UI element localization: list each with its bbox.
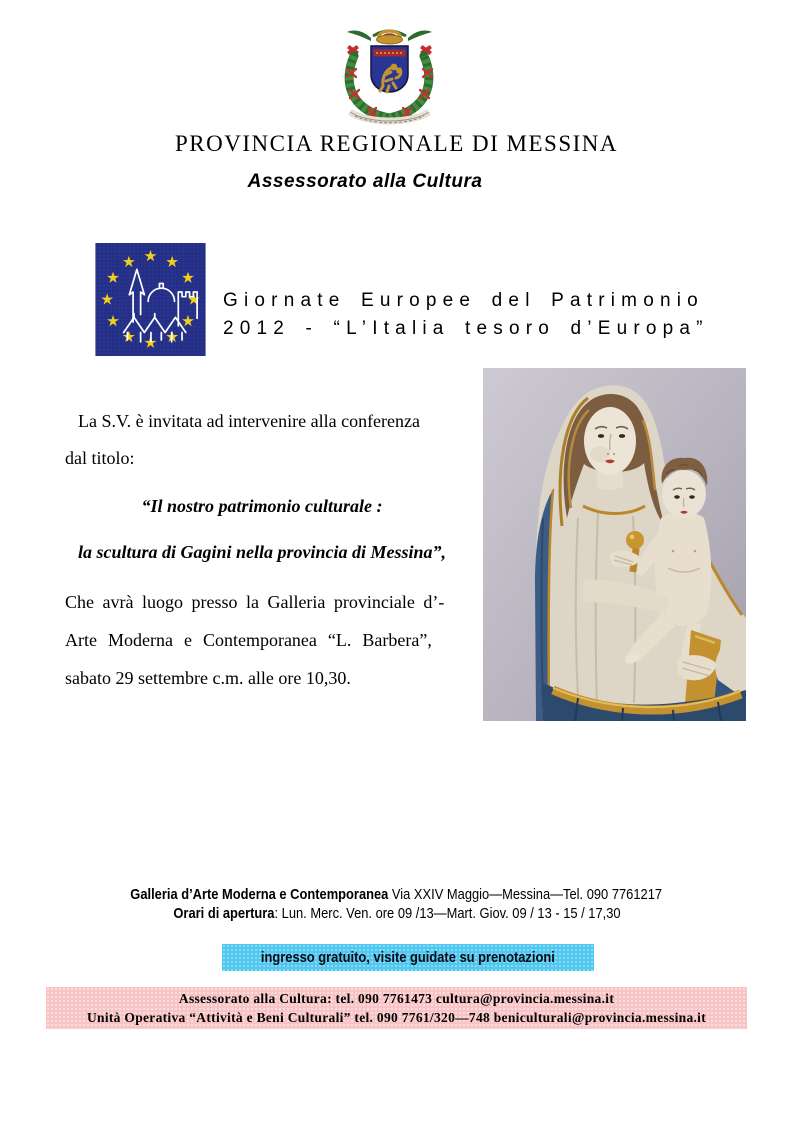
footer-contact-line1: Assessorato alla Cultura: tel. 090 7761473 cultura@provincia.messina.it (178, 991, 615, 1006)
gallery-name: Galleria d’Arte Moderna e Contemporanea (130, 886, 389, 903)
hours-label: Orari di apertura (172, 905, 274, 922)
gallery-hours-line (0, 905, 793, 922)
venue-line1: Che avrà luogo presso la Galleria provinciale d’- (65, 592, 445, 612)
provincia-messina-coat-of-arms-icon (333, 26, 446, 128)
madonna-and-child-sculpture-photo (483, 368, 746, 721)
venue-line2: Arte Moderna e Contemporanea “L. Barbera”, (65, 630, 432, 650)
conference-title-line1: “Il nostro patrimonio culturale : (141, 496, 383, 516)
event-title-line1: Giornate Europee del Patrimonio (223, 290, 704, 311)
european-heritage-days-logo-icon (95, 243, 206, 356)
conference-title-line2: la scultura di Gagini nella provincia di Messina”, (77, 542, 447, 562)
venue-line3: sabato 29 settembre c.m. alle ore 10,30. (65, 668, 351, 688)
gallery-info-line (0, 886, 793, 903)
admission-banner-text: ingresso gratuito, visite guidate su prenotazioni (261, 949, 555, 966)
hours-value: : Lun. Merc. Ven. ore 09 /13—Mart. Giov. 09 / 13 - 15 / 17,30 (273, 905, 621, 922)
department-subtitle: Assessorato alla Cultura (247, 171, 483, 192)
page-title: PROVINCIA REGIONALE DI MESSINA (174, 131, 619, 156)
invitation-line1: La S.V. è invitata ad intervenire alla conferenza (78, 411, 421, 431)
admission-banner (222, 944, 594, 971)
event-title-line2: 2012 - “L’Italia tesoro d’Europa” (223, 318, 709, 339)
footer-contact-line2: Unità Operativa “Attività e Beni Culturali” tel. 090 7761/320—748 beniculturali@provincia.messina.it (86, 1010, 707, 1025)
invitation-line2: dal titolo: (65, 448, 135, 468)
contacts-footer (46, 987, 747, 1029)
gallery-address: Via XXIV Maggio—Messina—Tel. 090 7761217 (388, 886, 663, 903)
